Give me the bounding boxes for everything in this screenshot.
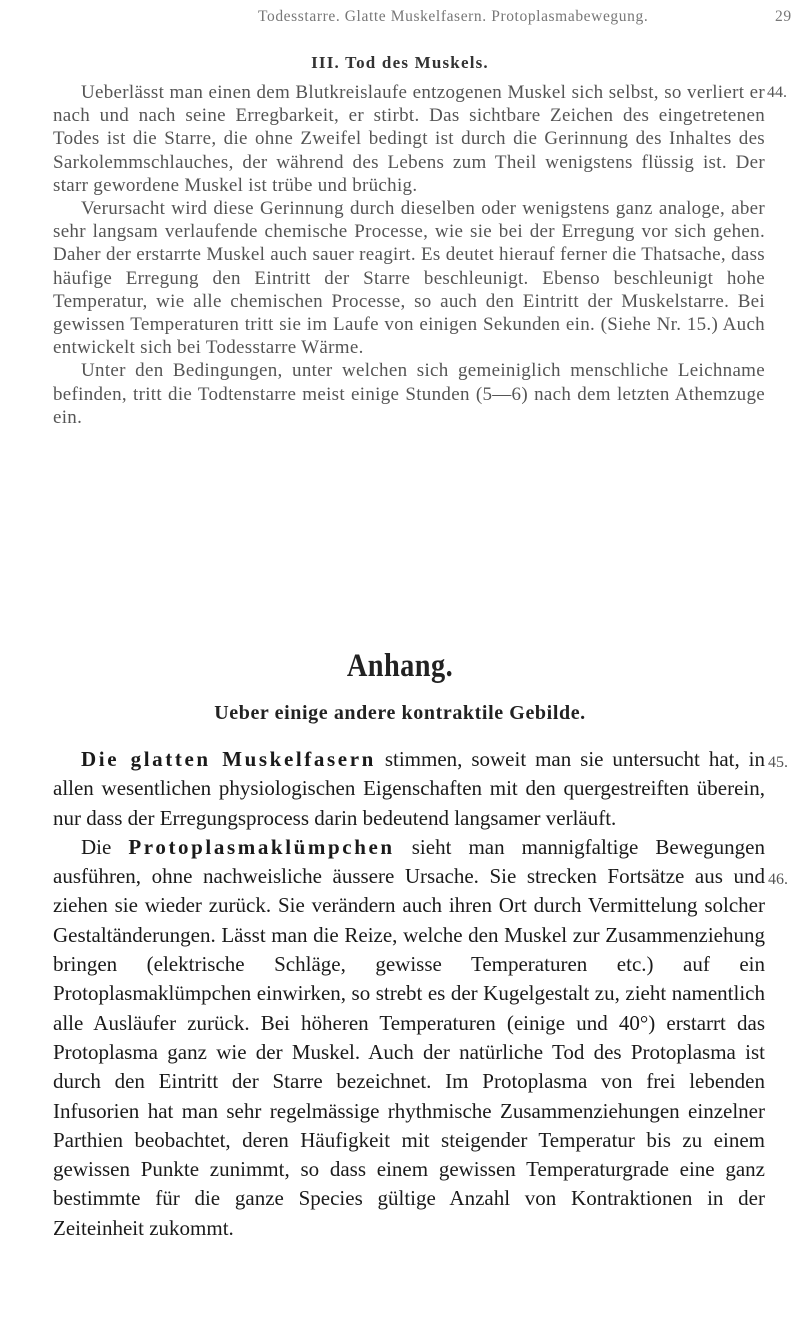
appendix-heading: Anhang. <box>346 648 454 684</box>
appendix-paragraph-2-text: sieht man mannigfaltige Bewegungen ausführen, ohne nachweisliche äussere Ursache. Sie strecken Fortsätze aus und ziehen sie wieder zurück. Sie verändern auch ihren Ort durch Vermittelung solcher Gestaltänderungen. Lässt man die Reize, welche den Muskel zur Zusammenziehung bringen (elektrische Schläge, gewisse Temperaturen etc.) auf ein Protoplasmaklümpchen einwirken, so strebt es der Kugelgestalt zu, zieht namentlich alle Ausläufer zurück. Bei höheren Temperaturen (einige und 40°) erstarrt das Protoplasma ganz wie der Muskel. Auch der natürliche Tod des Protoplasma ist durch den Eintritt der Starre bezeichnet. Im Protoplasma von frei lebenden Infusorien hat man sehr regelmässige rhythmische Zusammenziehungen einzelner Parthien beobachtet, deren Häufigkeit mit steigender Temperatur bis zu einem gewissen Punkte zunimmt, so dass einem gewissen Temperaturgrade eine ganz bestimmte für die ganze Species gültige Anzahl von Kontraktionen in der Zeiteinheit zukommt. <box>53 834 765 1240</box>
margin-number-44: 44. <box>767 84 787 101</box>
section-title: III. Tod des Muskels. <box>311 53 489 72</box>
section-paragraph-1: Ueberlässt man einen dem Blutkreislaufe entzogenen Muskel sich selbst, so verliert er nach und nach seine Erregbarkeit, er stirbt. Das sichtbare Zeichen des eingetretenen Todes ist die Starre, die ohne Zweifel bedingt ist durch die Gerinnung des Inhaltes des Sarkolemmschlauches, der während des Lebens zum Theil wenigstens flüssig ist. Der starr gewordene Muskel ist trübe und brüchig. <box>53 82 765 196</box>
appendix-subtitle: Ueber einige andere kontraktile Gebilde. <box>214 702 586 724</box>
section-paragraph-3: Unter den Bedingungen, unter welchen sich gemeiniglich menschliche Leichname befinden, tritt die Todtenstarre meist einige Stunden (5—6) nach dem letzten Athemzuge ein. <box>53 360 765 428</box>
appendix-body <box>53 745 765 1243</box>
term-protoplasmakluempchen: Protoplasmaklümpchen <box>128 834 395 859</box>
page-number: 29 <box>775 8 792 25</box>
appendix-paragraph-protoplasm <box>53 833 765 1243</box>
margin-number-46: 46. <box>768 871 788 888</box>
margin-number-45: 45. <box>768 754 788 771</box>
term-glatte-muskelfasern: Die glatten Muskelfasern <box>81 747 376 771</box>
appendix-paragraph-1-text: stimmen, soweit man sie untersucht hat, in allen wesentlichen physiologischen Eigenschaften mit den quergestreiften überein, nur dass der Erregungsprocess darin bedeutend langsamer verläuft. <box>53 747 765 830</box>
appendix-paragraph-2-lead: Die <box>81 834 129 859</box>
running-head-text: Todesstarre. Glatte Muskelfasern. Protoplasmabewegung. <box>258 8 649 25</box>
running-head <box>0 6 800 30</box>
section-body <box>53 81 765 429</box>
section-paragraph-2: Verursacht wird diese Gerinnung durch dieselben oder wenigstens ganz analoge, aber sehr langsam verlaufende chemische Processe, wie sie bei der Erregung vor sich gehen. Daher der erstarrte Muskel auch sauer reagirt. Es deutet hierauf ferner die Thatsache, dass häufige Erregung den Eintritt der Starre beschleunigt. Ebenso beschleunigt hohe Temperatur, wie alle chemischen Processe, so auch den Eintritt der Muskelstarre. Bei gewissen Temperaturen tritt sie im Laufe von einigen Sekunden ein. (Siehe Nr. 15.) Auch entwickelt sich bei Todesstarre Wärme. <box>53 198 765 359</box>
appendix-paragraph-smooth-muscle <box>53 745 765 833</box>
